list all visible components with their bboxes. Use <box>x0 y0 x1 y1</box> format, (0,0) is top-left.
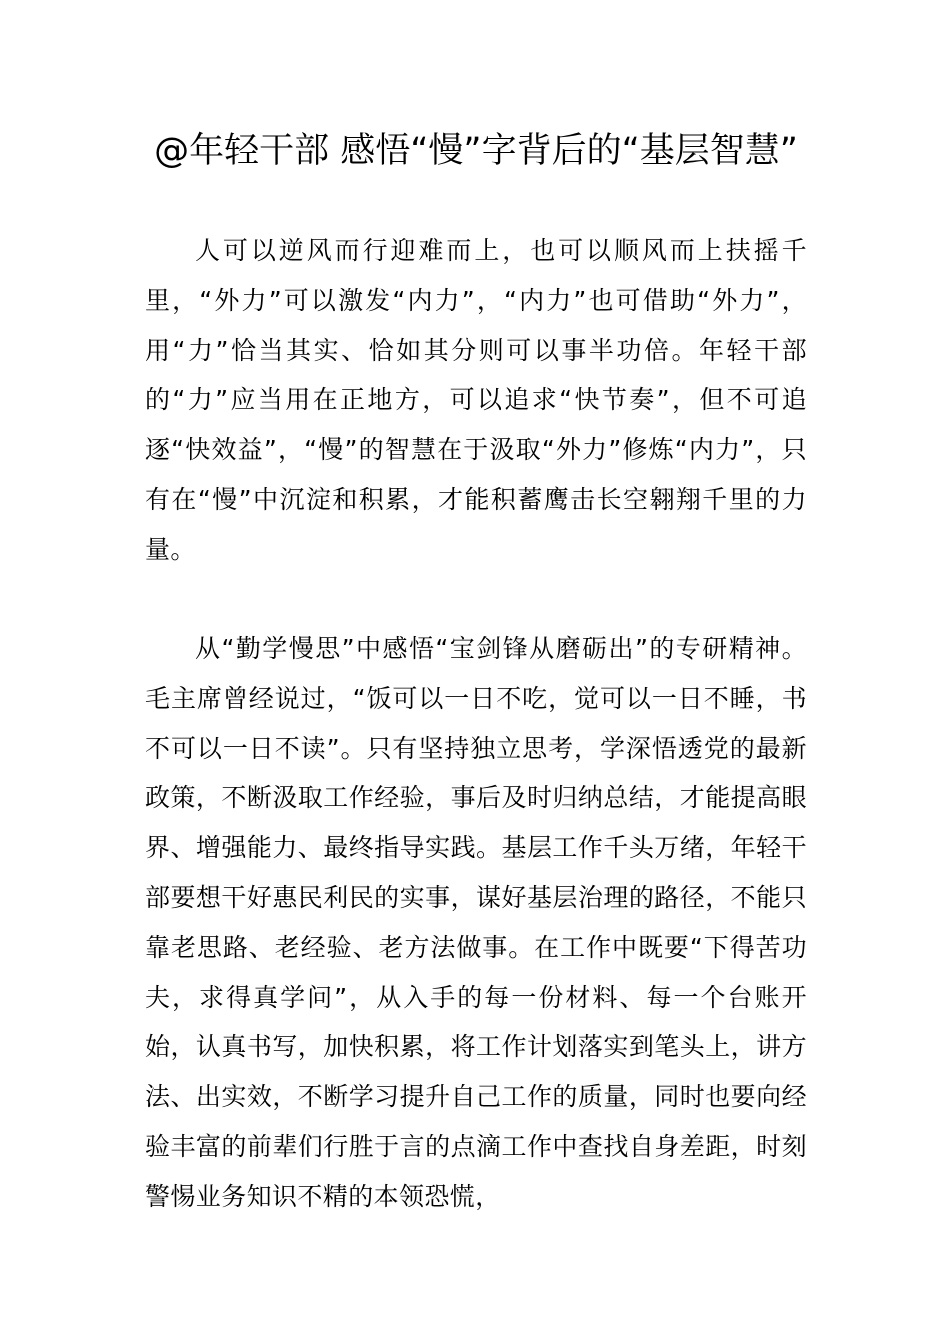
document-title: @年轻干部 感悟“慢”字背后的“基层智慧” <box>154 131 798 171</box>
paragraph-intro: 人可以逆风而行迎难而上，也可以顺风而上扶摇千里，“外力”可以激发“内力”，“内力”也可借助“外力”，用“力”恰当其实、恰如其分则可以事半功倍。年轻干部的“力”应当用在正地方，可以追求“快节奏”，但不可追逐“快效益”，“慢”的智慧在于汲取“外力”修炼“内力”，只有在“慢”中沉淀和积累，才能积蓄鹰击长空翱翔千里的力量。 <box>145 236 807 564</box>
paragraph-study: 从“勤学慢思”中感悟“宝剑锋从磨砺出”的专研精神。毛主席曾经说过，“饭可以一日不吃，觉可以一日不睡，书不可以一日不读”。只有坚持独立思考，学深悟透党的最新政策，不断汲取工作经验，事后及时归纳总结，才能提高眼界、增强能力、最终指导实践。基层工作千头万绪，年轻干部要想干好惠民利民的实事，谋好基层治理的路径，不能只靠老思路、老经验、老方法做事。在工作中既要“下得苦功夫，求得真学问”，从入手的每一份材料、每一个台账开始，认真书写，加快积累，将工作计划落实到笔头上，讲方法、出实效，不断学习提升自己工作的质量，同时也要向经验丰富的前辈们行胜于言的点滴工作中查找自身差距，时刻警惕业务知识不精的本领恐慌， <box>145 634 807 1211</box>
